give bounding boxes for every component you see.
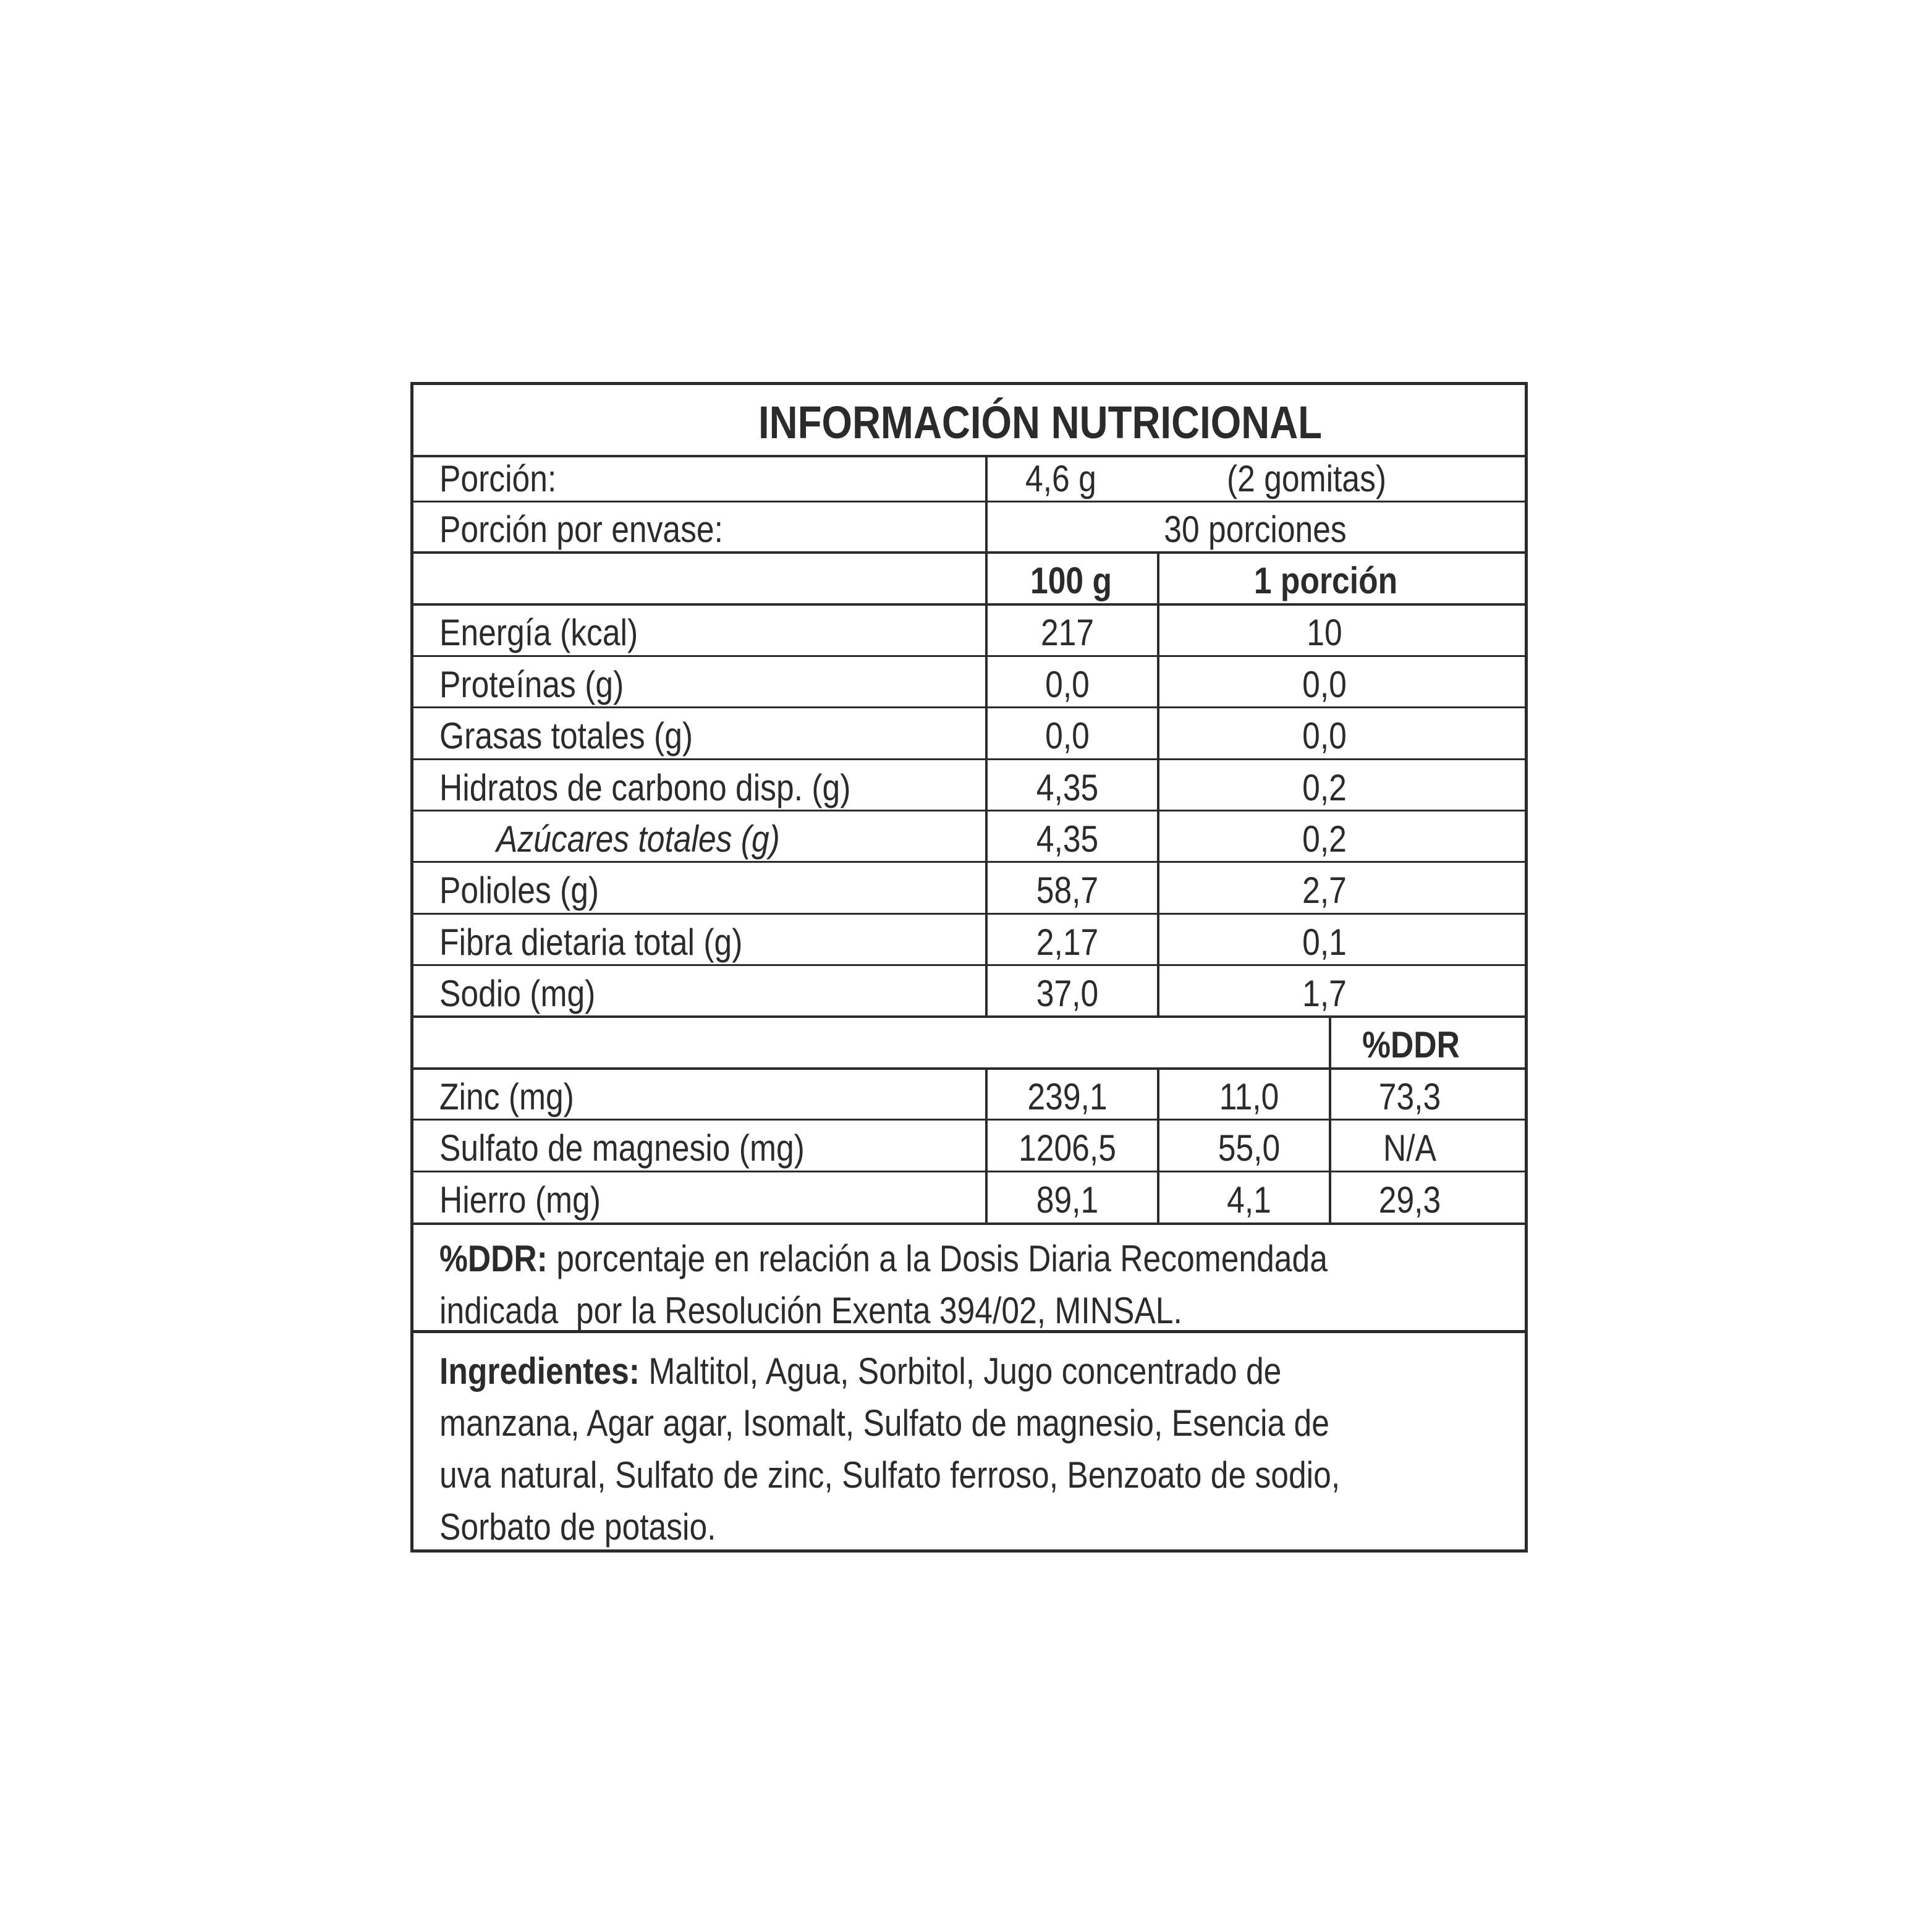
column-divider <box>985 1067 988 1225</box>
nutrient-value-serving: 10 <box>1307 612 1342 653</box>
nutrient-value-serving: 1,7 <box>1302 973 1347 1014</box>
nutrient-value-100g: 37,0 <box>1036 973 1099 1014</box>
column-header-ddr: %DDR <box>1362 1024 1460 1066</box>
mineral-value-100g: 89,1 <box>1036 1179 1099 1221</box>
rule <box>413 1119 1525 1121</box>
mineral-value-100g: 1206,5 <box>1019 1127 1116 1169</box>
servings-per-container-value: 30 porciones <box>1164 509 1347 550</box>
nutrient-value-100g: 217 <box>1040 612 1095 653</box>
nutrient-value-100g: 4,35 <box>1036 818 1099 860</box>
nutrient-value-100g: 0,0 <box>1045 715 1090 756</box>
nutrient-name: Fibra dietaria total (g) <box>439 922 743 963</box>
mineral-value-serving: 11,0 <box>1219 1076 1279 1117</box>
nutrient-value-100g: 0,0 <box>1045 664 1090 705</box>
rule <box>413 1222 1525 1225</box>
label-title: INFORMACIÓN NUTRICIONAL <box>758 397 1323 448</box>
nutrient-name-sub: Azúcares totales (g) <box>496 818 780 860</box>
column-header-100g: 100 g <box>1030 560 1112 601</box>
serving-size-label: Porción: <box>439 458 557 499</box>
rule <box>413 861 1525 863</box>
ddr-footnote-text: porcentaje en relación a la Dosis Diaria Recomendada <box>547 1238 1328 1279</box>
servings-per-container-label: Porción por envase: <box>439 509 723 550</box>
nutrient-name: Energía (kcal) <box>439 612 638 653</box>
rule <box>413 810 1525 811</box>
column-divider <box>1329 1015 1331 1225</box>
nutrient-value-serving: 0,0 <box>1302 664 1347 705</box>
mineral-value-100g: 239,1 <box>1027 1076 1108 1117</box>
column-divider <box>985 455 988 1018</box>
mineral-value-ddr: 73,3 <box>1378 1076 1441 1117</box>
rule <box>413 1067 1525 1070</box>
rule <box>413 706 1525 708</box>
mineral-value-ddr: 29,3 <box>1378 1179 1441 1221</box>
nutrient-value-serving: 2,7 <box>1302 870 1347 911</box>
serving-size-amount: 4,6 g <box>1025 458 1096 499</box>
nutrient-name: Grasas totales (g) <box>439 715 693 756</box>
nutrient-value-serving: 0,2 <box>1302 818 1347 860</box>
rule <box>413 603 1525 606</box>
rule <box>413 501 1525 502</box>
nutrient-name: Polioles (g) <box>439 870 600 911</box>
ingredients-text: uva natural, Sulfato de zinc, Sulfato ferroso, Benzoato de sodio, <box>439 1454 1341 1496</box>
rule <box>413 551 1525 554</box>
mineral-value-serving: 4,1 <box>1227 1179 1271 1221</box>
ingredients-text: Maltitol, Agua, Sorbitol, Jugo concentrado de <box>639 1350 1282 1392</box>
nutrient-name: Sodio (mg) <box>439 973 596 1014</box>
nutrient-name: Hidratos de carbono disp. (g) <box>439 767 851 808</box>
mineral-name: Sulfato de magnesio (mg) <box>439 1127 805 1169</box>
rule <box>413 1171 1525 1172</box>
ingredients-label: Ingredientes: <box>439 1350 640 1392</box>
nutrient-name: Proteínas (g) <box>439 664 624 705</box>
mineral-value-serving: 55,0 <box>1218 1127 1281 1169</box>
ddr-footnote-text: indicada por la Resolución Exenta 394/02, MINSAL. <box>439 1290 1182 1331</box>
serving-size-units: (2 gomitas) <box>1227 458 1387 499</box>
nutrient-value-100g: 4,35 <box>1036 767 1099 808</box>
rule <box>413 655 1525 657</box>
nutrient-value-serving: 0,2 <box>1302 767 1347 808</box>
column-divider <box>1157 551 1159 1018</box>
mineral-name: Hierro (mg) <box>439 1179 601 1221</box>
nutrition-facts-label <box>410 382 1528 1553</box>
mineral-value-ddr: N/A <box>1383 1127 1437 1169</box>
rule <box>413 455 1525 457</box>
rule <box>413 964 1525 966</box>
nutrient-value-serving: 0,0 <box>1302 715 1347 756</box>
ddr-footnote-label: %DDR: <box>439 1238 548 1279</box>
ingredients-text: Sorbato de potasio. <box>439 1506 716 1548</box>
rule <box>413 758 1525 760</box>
mineral-name: Zinc (mg) <box>439 1076 574 1117</box>
ingredients-block <box>439 1345 1340 1553</box>
nutrient-value-100g: 58,7 <box>1036 870 1099 911</box>
nutrient-value-100g: 2,17 <box>1036 922 1099 963</box>
column-header-serving: 1 porción <box>1253 560 1398 601</box>
ingredients-text: manzana, Agar agar, Isomalt, Sulfato de magnesio, Esencia de <box>439 1402 1329 1444</box>
rule <box>413 913 1525 915</box>
column-divider <box>1157 1067 1159 1225</box>
rule <box>413 1015 1525 1018</box>
nutrient-value-serving: 0,1 <box>1302 922 1347 963</box>
ddr-footnote <box>439 1233 1328 1337</box>
